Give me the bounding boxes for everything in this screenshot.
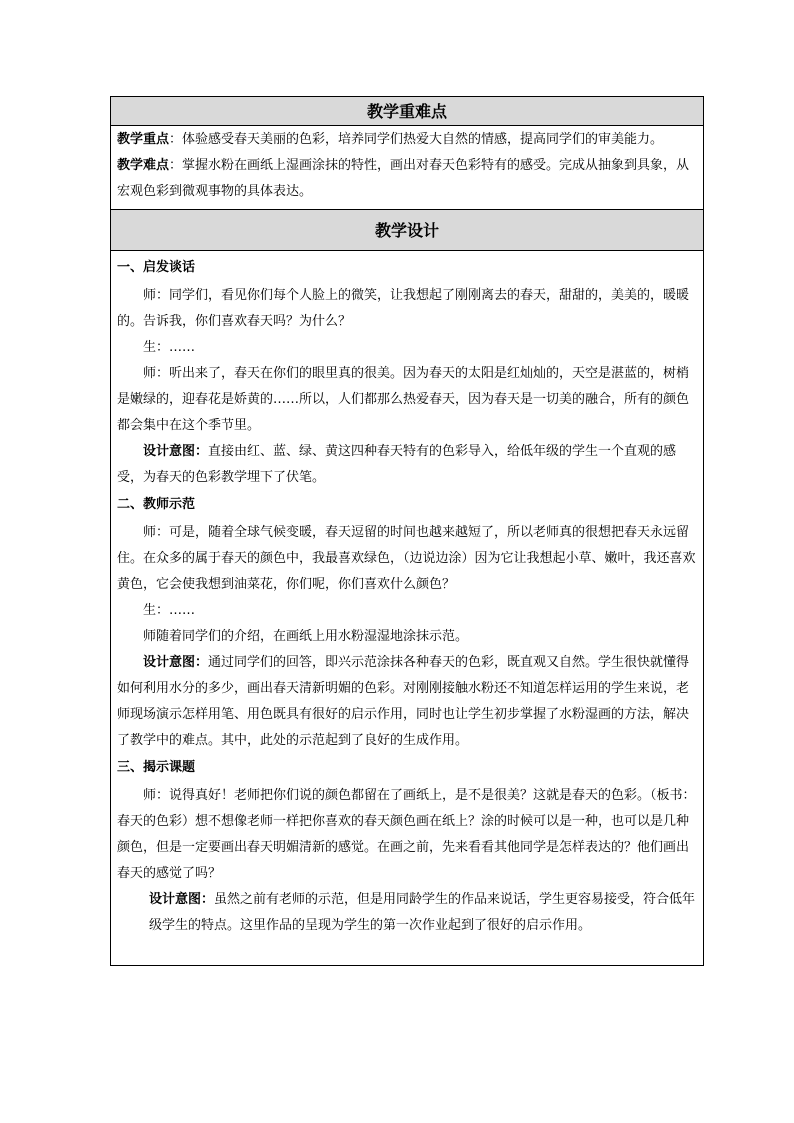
teacher-paragraph: 师：可是，随着全球气候变暖，春天逗留的时间也越来越短了，所以老师真的很想把春天永远留住。在众多的属于春天的颜色中，我最喜欢绿色，（边说边涂）因为它让我想起小草、嫩叶，我还喜欢黄色，它会使我想到油菜花，你们呢，你们喜欢什么颜色？: [117, 525, 696, 592]
teaching-difficulty-colon: ：: [169, 158, 183, 173]
teaching-focus-colon: ：: [169, 132, 183, 147]
teacher-paragraph: 师：同学们，看见你们每个人脸上的微笑，让我想起了刚刚离去的春天，甜甜的，美美的，暖暖的。告诉我，你们喜欢春天吗？为什么？: [117, 288, 690, 329]
design-intent-text: 通过同学们的回答，即兴示范涂抹各种春天的色彩，既直观又自然。学生很快就懂得如何利用水分的多少，画出春天清新明媚的色彩。对刚刚接触水粉还不知道怎样运用的学生来说，老师现场演示怎样用笔、用色既具有很好的启示作用，同时也让学生初步掌握了水粉湿画的方法，解决了教学中的难点。其中，此处的示范起到了良好的生成作用。: [117, 655, 690, 748]
part-heading: 一、启发谈话: [117, 260, 196, 275]
design-intent: [117, 439, 697, 491]
student-paragraph: 生：……: [143, 340, 196, 355]
key-points-cell: [111, 126, 703, 209]
section-title-key-points: 教学重难点: [111, 97, 703, 126]
teaching-focus-text: 体验感受春天美丽的色彩，培养同学们热爱大自然的情感，提高同学们的审美能力。: [182, 132, 664, 147]
lesson-plan-table: [110, 96, 704, 966]
teacher-paragraph: 师随着同学们的介绍，在画纸上用水粉湿湿地涂抹示范。: [143, 629, 469, 644]
design-intent: [117, 887, 697, 939]
part-heading: 三、揭示课题: [117, 760, 196, 775]
student-paragraph: 生：……: [143, 603, 196, 618]
design-intent-text: 直接由红、蓝、绿、黄这四种春天特有的色彩导入，给低年级的学生一个直观的感受，为春天的色彩教学埋下了伏笔。: [117, 444, 677, 485]
teaching-focus-label: 教学重点: [117, 132, 170, 147]
design-intent-text: 虽然之前有老师的示范，但是用同龄学生的作品来说话，学生更容易接受，符合低年级学生的特点。这里作品的呈现为学生的第一次作业起到了很好的启示作用。: [149, 892, 696, 933]
part-heading: 二、教师示范: [117, 497, 196, 512]
design-intent: [117, 650, 697, 754]
section-title-design: 教学设计: [111, 209, 703, 251]
design-cell: [111, 251, 703, 965]
design-intent-label: 设计意图：: [143, 655, 209, 670]
teaching-difficulty-label: 教学难点: [117, 158, 170, 173]
design-intent-label: 设计意图：: [143, 444, 209, 459]
teacher-paragraph: 师：说得真好！老师把你们说的颜色都留在了画纸上，是不是很美？这就是春天的色彩。（板书：春天的色彩）想不想像老师一样把你喜欢的春天颜色画在纸上？涂的时候可以是一种，也可以是几种颜色，但是一定要画出春天明媚清新的感觉。在画之前，先来看看其他同学是怎样表达的？他们画出春天的感觉了吗？: [117, 788, 696, 881]
teaching-difficulty-text: 掌握水粉在画纸上湿画涂抹的特性，画出对春天色彩特有的感受。完成从抽象到具象，从宏观色彩到微观事物的具体表达。: [117, 158, 690, 199]
teaching-focus: [117, 127, 697, 153]
teacher-paragraph: 师：听出来了，春天在你们的眼里真的很美。因为春天的太阳是红灿灿的，天空是湛蓝的，树梢是嫩绿的，迎春花是娇黄的……所以，人们都那么热爱春天，因为春天是一切美的融合，所有的颜色都会集中在这个季节里。: [117, 366, 690, 433]
teaching-difficulty: [117, 153, 697, 205]
design-intent-label: 设计意图：: [149, 892, 215, 907]
